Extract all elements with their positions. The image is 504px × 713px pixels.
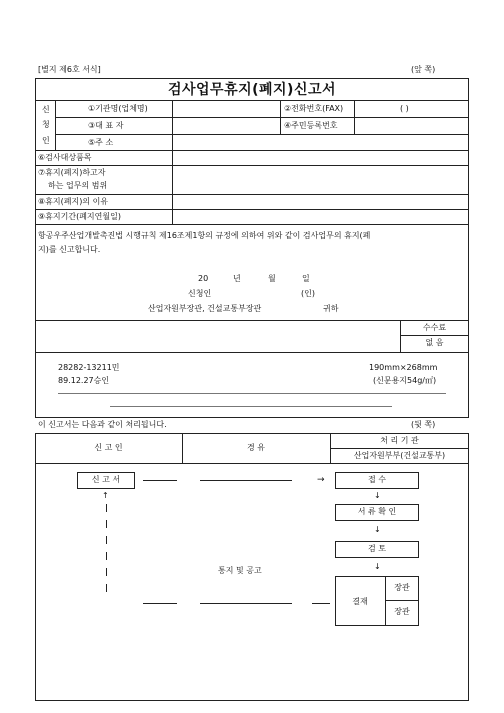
col-org-sub: 산업자원부부(건설교통부): [353, 451, 446, 460]
scope-label-line1: ⑦휴지(폐지)하고자: [38, 168, 106, 177]
reason-field[interactable]: [173, 195, 468, 208]
inspection-items-field[interactable]: [173, 151, 468, 164]
review-label: 검 토: [368, 544, 386, 553]
side-front-label: (앞 쪽): [411, 65, 436, 74]
period-field[interactable]: [173, 210, 468, 223]
resident-no-field[interactable]: [355, 118, 468, 133]
applicant-sign-label: 신청인: [188, 289, 212, 298]
form-title: 검사업무휴지(폐지)신고서: [167, 82, 337, 98]
scope-label-line2: 하는 업무의 범위: [48, 181, 108, 190]
statement-line-1: 항공우주산업개발촉진법 시행규칙 제16조제1항의 규정에 의하여 위와 같이 검사업무의 휴지(폐: [38, 231, 371, 240]
date-month-unit: 월: [268, 274, 276, 283]
arrow-down-icon: ↓: [374, 525, 381, 534]
col-org: 처 리 기 관: [380, 436, 419, 445]
representative-label: ③대 표 자: [88, 121, 124, 130]
report-label: 신 고 서: [91, 475, 121, 484]
side-back-label: (뒷 쪽): [411, 420, 436, 429]
inspection-items-label: ⑥검사대상품목: [38, 153, 92, 162]
fee-value: 없 음: [425, 338, 444, 347]
date-year[interactable]: 20: [198, 274, 209, 283]
recipient-suffix: 귀하: [323, 304, 339, 313]
applicant-label-1: 신: [42, 105, 50, 114]
paper-type: (신문용지54g/㎡): [373, 376, 437, 385]
arrow-down-icon: ↓: [374, 491, 381, 500]
phone-parens[interactable]: ( ): [400, 104, 409, 113]
director-label-1: 장관: [394, 583, 410, 592]
arrow-right-icon: →: [317, 475, 325, 485]
period-label: ⑨휴지기간(폐지연월일): [38, 212, 121, 221]
org-name-label: ①기관명(업체명): [88, 104, 148, 113]
statement-line-2: 지)를 신고합니다.: [38, 245, 101, 254]
notice-label: 통지 및 공고: [218, 566, 262, 575]
resident-no-label: ④주민등록번호: [284, 121, 338, 130]
arrow-down-icon: ↓: [374, 562, 381, 571]
address-label: ⑤주 소: [88, 138, 114, 147]
representative-field[interactable]: [173, 118, 279, 133]
col-via: 경 유: [247, 443, 265, 452]
date-day-unit: 일: [302, 274, 310, 283]
address-field[interactable]: [173, 135, 468, 149]
form-code: 28282-13211민: [58, 363, 120, 372]
receipt-label: 접 수: [368, 475, 386, 484]
reason-label: ⑧휴지(폐지)의 이유: [38, 197, 109, 206]
approval-date: 89.12.27승인: [58, 376, 110, 385]
separator-line: [58, 393, 446, 394]
doc-check-label: 서 류 확 인: [357, 507, 397, 516]
form-label: [별지 제6호 서식]: [38, 65, 101, 74]
col-applicant: 신 고 인: [94, 443, 123, 452]
org-name-field[interactable]: [173, 101, 279, 116]
paper-size: 190mm×268mm: [369, 363, 438, 372]
date-year-unit: 년: [233, 274, 241, 283]
director-label-2: 장관: [394, 607, 410, 616]
arrow-up-icon: ↑: [102, 491, 109, 500]
separator-line: [110, 406, 392, 407]
applicant-label-3: 인: [42, 136, 50, 145]
seal-mark[interactable]: (인): [301, 289, 315, 298]
process-note: 이 신고서는 다음과 같이 처리됩니다.: [38, 420, 167, 429]
approval-label: 결재: [352, 597, 368, 606]
applicant-label-2: 청: [42, 120, 50, 129]
phone-label: ②전화번호(FAX): [284, 104, 344, 113]
scope-field[interactable]: [173, 166, 468, 193]
recipient: 산업자원부장관, 건설교통부장관: [148, 304, 262, 313]
fee-label: 수수료: [422, 323, 447, 332]
